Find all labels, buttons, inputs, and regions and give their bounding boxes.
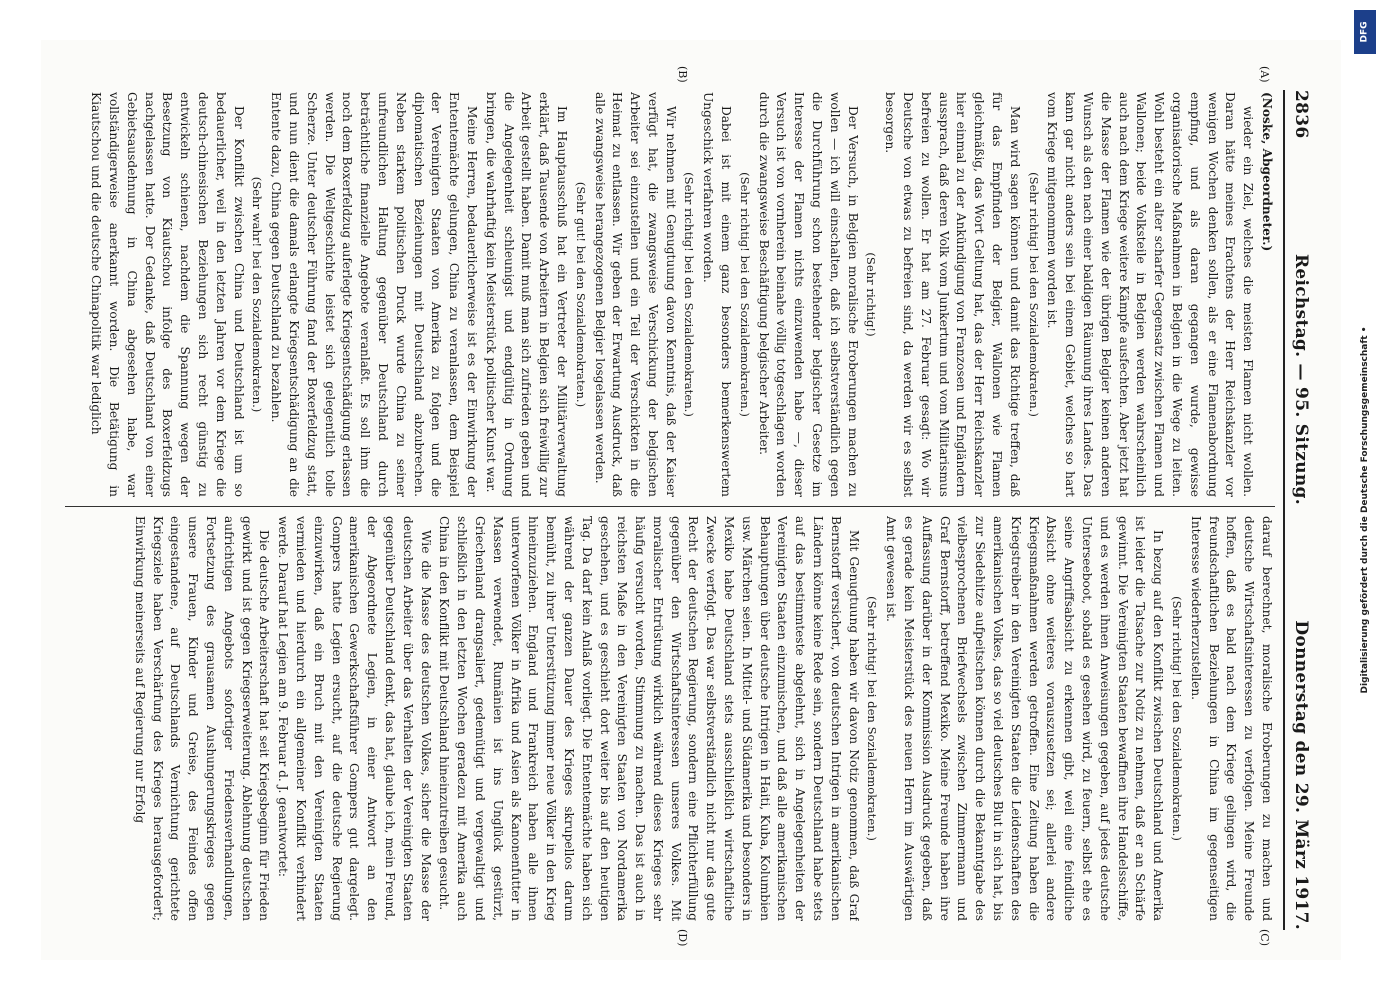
page-header: [1287, 90, 1315, 930]
paragraph: Der Versuch, in Belgien moralische Eroberungen machen zu wollen — ich will einschalten, daß ich selbstverständlich gegen die Durchführung schon bestehender belgischer Gesetze im Interesse der Flamen nichts einzuwenden habe —, dieser Versuch ist von vornherein beinahe völlig totgeschlagen worden durch die zwangsweise Beschäftigung belgischer Arbeiter.: [756, 92, 860, 497]
rotated-document-page: [41, 40, 1341, 960]
paragraph: wieder ein Ziel, welches die meisten Flamen nicht wollen. Daran hätte meines Erachtens der Herr Reichskanzler vor wenigen Wochen denken sollen, als er eine Flamenabordnung empfing, und als daran gegangen wurde, gewisse organisatorische Maßnahmen in Belgien in die Wege zu leiten. Wohl besteht ein alter scharfer Gegensatz zwischen Flamen und Wallonen; beide Volksteile in Belgien werden wahrscheinlich auch nach dem Kriege weitere Kämpfe ausfechten. Aber jetzt hat die Masse der Flamen wie der übrigen Belgier keinen anderen Wunsch als den nach einer baldigen Räumung ihres Landes. Das kann gar nicht anders sein bei einem Gebiet, welches so hart vom Kriege mitgenommen worden ist.: [1045, 92, 1256, 497]
margin-marker-d: (D): [676, 929, 689, 947]
session-title: Reichstag. — 95. Sitzung.: [1291, 253, 1311, 505]
paragraph: Der Konflikt zwischen China und Deutschland ist um so bedauerlicher, weil in den letzten Jahren vor dem Kriege die deutsch-chinesischen Beziehungen sich recht günstig zu entwickeln schienen, nachdem die Spannung wegen der Besetzung von Kiautschou infolge des Boxerfeldzugs nachgelassen hatte. Der Gedanke, daß Deutschland von einer Gebietsausdehnung in China abgesehen habe, war vollständigerweise anerkannt worden. Die Betätigung in Kiautschou und die deutsche Chinapolitik war lediglich: [89, 92, 246, 497]
header-rule: [1283, 90, 1285, 930]
interjection: (Sehr wahr! bei den Sozialdemokraten.): [250, 176, 265, 413]
quoted-paragraph: Die deutsche Arbeiterschaft hat seit Kriegsbeginn für Frieden gewirkt und ist gegen Kriegserweiterung. Ablehnung deutschen aufrichtigen Angebots sofortiger Friedensverhandlungen, Fortsetzung des grausamen Aushungerungskrieges gegen unsere Frauen, Kinder und Greise, des Feindes offen eingestandene, auf Deutschlands Vernichtung gerichtete Kriegsziele haben Verschärfung des Krieges herausgefordert; Einwirkung meinerseits auf Regierung nur Erfolg: [132, 516, 272, 921]
dfg-logo: DFG: [1354, 10, 1376, 54]
interjection: (Sehr richtig!): [864, 252, 879, 337]
interjection: (Sehr richtig! bei den Sozialdemokraten.): [1170, 596, 1185, 841]
paragraph: Wie die Masse des deutschen Volkes, sicher die Masse der deutschen Arbeiter über das Verhalten der Vereinigten Staaten gegenüber Deutschland denkt, das hat, glaube ich, mein Freund, der Abgeordnete Legien, in einer Antwort an den amerikanischen Gewerkschaftsführer Gompers gut dargelegt. Gompers hatte Legien ersucht, auf die deutsche Regierung einzuwirken, daß ein Bruch mit den Vereinigten Staaten vermieden und hierdurch ein allgemeiner Konflikt verhindert werde. Darauf hat Legien am 9. Februar d. J. geantwortet:: [276, 516, 433, 921]
paragraph: Mit Genugtuung haben wir davon Notiz genommen, daß Graf Bernstorff versichert, von deutschen Intrigen in amerikanischen Ländern könne keine Rede sein, sondern Deutschland habe stets auf das bestimmteste abgelehnt, sich in Angelegenheiten der Vereinigten Staaten einzumischen, und daß alle amerikanischen Behauptungen über deutsche Intrigen in Haiti, Kuba, Kolumbien usw. Märchen seien. In Mittel- und Südamerika und besonders in Mexiko habe Deutschland stets ausschließlich wirtschaftliche Zwecke verfolgt. Das war selbstverständlich nicht nur das gute Recht der deutschen Regierung, sondern eine Pflichterfüllung gegenüber den Wirtschaftsinteressen unseres Volkes. Mit moralischer Entrüstung wirklich während dieses Krieges sehr häufig versucht worden, Stimmung zu machen. Das ist auch in reichsten Maße in den Vereinigten Staaten von Nordamerika geschehen, und es geschieht dort weiter bis auf den heutigen Tag. Da darf kein Anlaß vorliegt. Die Ententemächte haben sich während der ganzen Dauer des Krieges skrupellos darum bemüht, zu ihrer Unterstützung immer neue Völker in den Krieg hineinzuziehen. England und Frankreich haben alle ihnen unterworfenen Völker in Afrika und Asien als Kanonenfutter in Massen verwendet, Rumänien ist ins Unglück gestürzt, Griechenland drangsaliert, gedemütigt und vergewaltigt und schließlich in den letzten Wochen geradezu mit Amerika auch China in den Konflikt mit Deutschland hineinzutreiben gesucht.: [437, 516, 861, 921]
margin-marker-c: (C): [1258, 929, 1271, 946]
digitization-credit: [1352, 10, 1378, 990]
speaker-line: (Noske, Abgeordneter.): [1260, 92, 1274, 252]
paragraph: darauf berechnet, moralische Eroberungen zu machen und deutsche Wirtschaftsinteressen zu verfolgen. Meine Freunde hoffen, daß es bald nach dem Kriege gelingen wird, die freundschaftlichen Beziehungen in China im gegenseitigen Interesse wiederherzustellen.: [1188, 516, 1274, 921]
interjection: (Sehr gut! bei den Sozialdemokraten.): [573, 181, 588, 408]
page-number: 2836: [1291, 90, 1311, 139]
interjection: (Sehr richtig! bei den Sozialdemokraten.): [865, 596, 880, 841]
left-text-column: [65, 92, 1275, 497]
interjection: (Sehr richtig! bei den Sozialdemokraten.): [1026, 172, 1041, 417]
margin-marker-b: (B): [676, 66, 689, 83]
credit-text: Digitalisierung gefördert durch die Deutsche Forschungsgemeinschaft •: [1360, 326, 1370, 694]
margin-marker-a: (A): [1258, 66, 1271, 83]
session-date: Donnerstag den 29. März 1917.: [1291, 620, 1311, 930]
right-text-column: [65, 516, 1275, 921]
paragraph: Im Hauptausschuß hat ein Vertreter der Militärverwaltung erklärt, daß Tausende von Arbeitern in Belgien sich freiwillig zur Arbeit gestellt haben. Damit muß man sich zufrieden geben und die Angelegenheit schleunigst und endgültig in Ordnung bringen, die wahrhaftig kein Meisterstück politischer Kunst war.: [483, 92, 569, 497]
interjection: (Sehr richtig! bei den Sozialdemokraten.): [737, 172, 752, 417]
column-divider: [65, 506, 1275, 507]
paragraph: Man wird sagen können und damit das Richtige treffen, daß für das Empfinden der Belgier, Wallonen wie Flamen gleichmäßig, das Wort Geltung hat, das der Herr Reichskanzler hier einmal zu der Ankündigung von Franzosen und Engländern aussprach, daß deren Volk vom Junkertum und vom Militarismus befreien zu wollen. Er hat am 27. Februar gesagt: Wo wir Deutsche von etwas zu befreien sind, da werden wir es selbst besorgen.: [883, 92, 1022, 497]
interjection: (Sehr richtig! bei den Sozialdemokraten.): [682, 172, 697, 417]
paragraph: Dabei ist mit einem ganz besonders bemerkenswertem Ungeschick verfahren worden.: [701, 92, 734, 497]
paragraph: In bezug auf den Konflikt zwischen Deutschland und Amerika ist leider die Tatsache zur Notiz zu nehmen, daß er an Schärfe gewinnt. Die Vereinigten Staaten bewaffnen ihre Handelsschiffe, und es werden ihnen Anweisungen gegeben, auf jedes deutsche Unterseeboot, sobald es gesehen wird, zu feuern, selbst ehe es seine Angriffsabsicht zu erkennen gibt, weil eine feindliche Absicht ohne weiteres vorauszusetzen sei; allerlei andere Kriegsmaßnahmen werden getroffen. Eine Zeitung haben die Kriegstreiber in den Vereinigten Staaten die Leidenschaften des amerikanischen Volkes, das so viel deutsches Blut in sich hat, bis zur Siedehitze aufpeitschen können durch die Bekanntgabe des vielbesprochenen Briefwechsels zwischen Zimmermann und Graf Bernstorff, betreffend Mexiko. Meine Freunde haben ihre Auffassung darüber in der Kommission Ausdruck gegeben, daß es gerade kein Meisterstück des neuen Herrn im Auswärtigen Amt gewesen ist.: [884, 516, 1166, 921]
paragraph: Wir nehmen mit Genugtuung davon Kenntnis, daß der Kaiser verfügt hat, die zwangsweise Verschickung der belgischen Arbeiter sei einzustellen und ein Teil der Verschickten in die Heimat zu entlassen. Wir geben der Erwartung Ausdruck, daß alle zwangsweise herangezogenen Belgier losgelassen werden.: [592, 92, 678, 497]
paragraph: Meine Herren, bedauerlicherweise ist es der Einwirkung der Ententemächte gelungen, China zu veranlassen, dem Beispiel der Vereinigten Staaten von Amerika zu folgen und die diplomatischen Beziehungen mit Deutschland abzubrechen. Neben starkem politischen Druck wurde China zu seiner unfreundlichen Haltung gegenüber Deutschland durch beträchtliche finanzielle Angebote veranlaßt. Es soll ihm die noch dem Boxerfeldzug auferlegte Kriegsentschädigung erlassen werden. Die Weltgeschichte leistet sich gelegentlich tolle Scherze. Unter deutscher Führung fand der Boxerfeldzug statt, und nun dient die damals erlangte Kriegsentschädigung an die Entente dazu, China gegen Deutschland zu bezahlen.: [269, 92, 479, 497]
